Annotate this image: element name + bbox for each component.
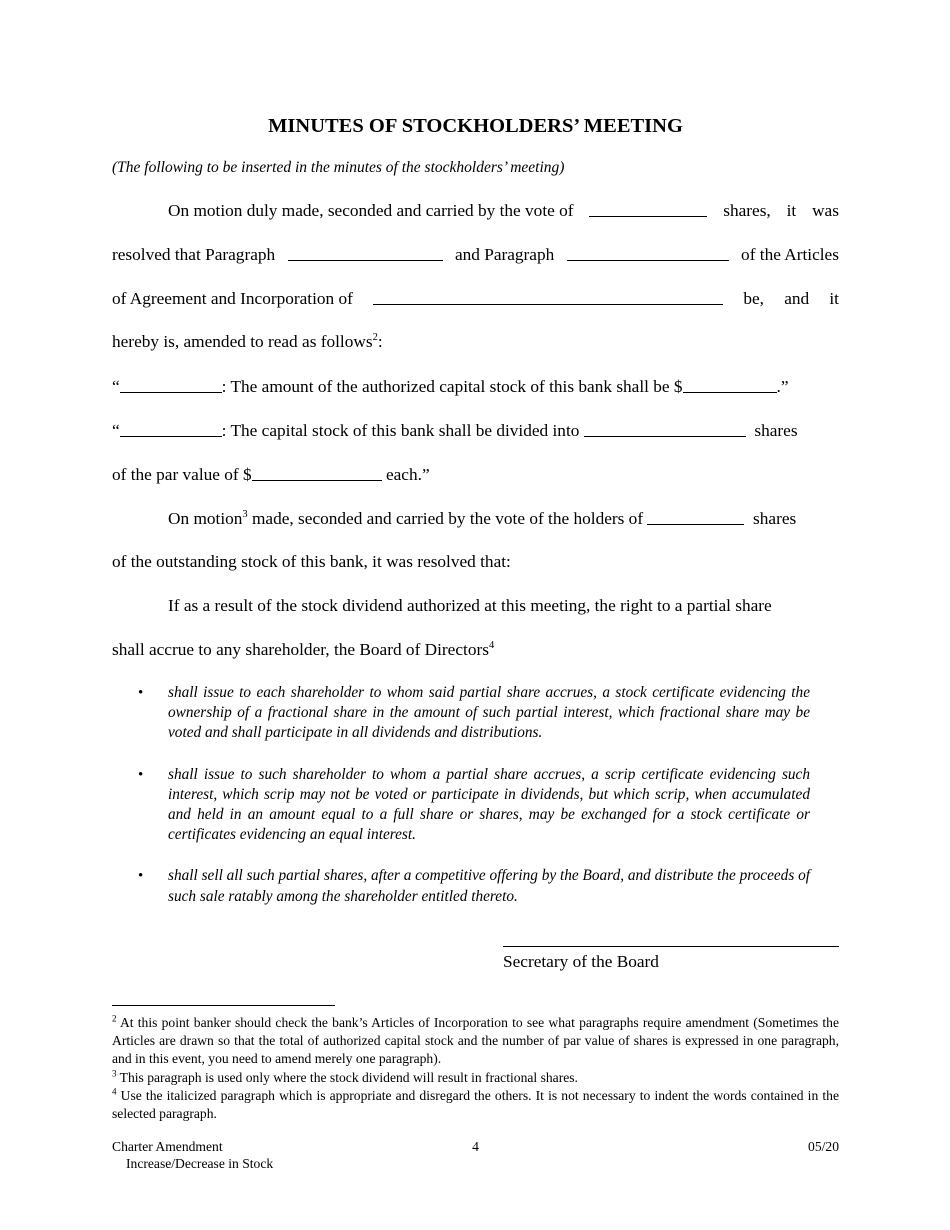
each-text: each.” (385, 465, 430, 484)
motion2-line2 (112, 550, 839, 574)
quote2-line1 (112, 418, 839, 442)
bullet-glyph: • (138, 685, 144, 701)
footnote-number: 4 (112, 1086, 117, 1097)
article-number-blank-2 (120, 419, 222, 437)
amended-text: hereby is, amended to read as follows (112, 332, 373, 351)
motion1-line1 (112, 198, 839, 222)
incorporation-label: of Agreement and Incorporation of (112, 289, 353, 308)
page-title: MINUTES OF STOCKHOLDERS’ MEETING (268, 115, 683, 137)
quote2-line2 (112, 462, 839, 486)
articles-label: of the Articles (741, 245, 839, 264)
option-text-2: shall issue to such shareholder to whom a partial share accrues, a scrip certificate evidencing such interest, which scrip may not be voted or participate in dividends, but which scrip, when accumulated and held in an amount equal to a full share or shares, may be exchanged for a stock certificate or certificates evidencing an equal interest. (168, 765, 810, 844)
dividend-line1 (112, 594, 839, 618)
colon: : (377, 332, 383, 351)
outstanding-stock-text: of the outstanding stock of this bank, it was resolved that: (112, 552, 511, 571)
option-item-scrip-certificate (138, 765, 810, 846)
footnote-text: Use the italicized paragraph which is appropriate and disregard the others. It is not necessary to indent the words contained in the selected paragraph. (112, 1087, 839, 1122)
signature-label: Secretary of the Board (503, 952, 659, 971)
bullet-glyph: • (138, 868, 144, 885)
dividend-line2 (112, 638, 839, 662)
footnote-ref-2: 2 (372, 332, 378, 344)
close-quote: .” (776, 377, 789, 396)
paragraph-blank-2 (567, 243, 729, 261)
page-number: 4 (472, 1139, 479, 1154)
footnote-ref-3: 3 (242, 509, 248, 521)
footnote-3 (112, 1069, 839, 1087)
option-item-stock-certificate (138, 683, 810, 744)
article-number-blank-1 (120, 375, 222, 393)
option-list (138, 683, 810, 928)
motion2-text: On motion (168, 509, 243, 528)
option-text-1: shall issue to each shareholder to whom said partial share accrues, a stock certificate evidencing the ownership of a fractional share in the amount of such partial interest, which fractional share may be voted and shall participate in all dividends and distributions. (168, 684, 810, 742)
motion1-be-word: be, (743, 289, 764, 308)
motion1-it-word: it (786, 201, 797, 220)
holders-shares-blank (647, 507, 744, 525)
number-of-shares-blank (584, 419, 746, 437)
paragraph-blank-1 (288, 243, 443, 261)
signature-line (503, 946, 839, 947)
capital-amount-blank (683, 375, 777, 393)
motion1-it-word-2: it (829, 289, 839, 308)
footer-doc-name: Charter Amendment (112, 1139, 223, 1154)
footnote-2 (112, 1014, 839, 1069)
par-value-text: of the par value of $ (112, 465, 252, 484)
motion1-text: On motion duly made, seconded and carried by the vote of (168, 201, 574, 220)
footer-date: 05/20 (808, 1139, 839, 1154)
open-quote-2: “ (112, 421, 120, 440)
instruction-note: (The following to be inserted in the minutes of the stockholders’ meeting) (112, 159, 565, 176)
paragraph-label-1: resolved that Paragraph (112, 245, 276, 264)
authorized-capital-text: : The amount of the authorized capital stock of this bank shall be $ (221, 377, 683, 396)
motion1-was-word: was (812, 201, 839, 220)
option-text-3: shall sell all such partial shares, after a competitive offering by the Board, and distribute the proceeds of such sale ratably among the shareholder entitled thereto. (168, 867, 810, 905)
footnote-ref-4: 4 (488, 640, 495, 652)
footnote-text: At this point banker should check the bank’s Articles of Incorporation to see what paragraphs require amendment (Sometimes the Articles are drawn so that the total of authorized capital stock and the number of par value of shares is expressed in one paragraph, and in this event, you need to amend merely one paragraph). (112, 1015, 839, 1067)
motion1-line2 (112, 242, 839, 266)
footnote-4 (112, 1087, 839, 1123)
divided-into-text: : The capital stock of this bank shall be divided into (221, 421, 580, 440)
shares-vote-blank (589, 199, 707, 217)
footnote-text: This paragraph is used only where the stock dividend will result in fractional shares. (116, 1069, 578, 1085)
quote2-shares-word: shares (754, 421, 798, 440)
quote1-line (112, 374, 839, 398)
motion2-line1 (112, 506, 839, 530)
footnotes (112, 1014, 839, 1123)
dividend-text: If as a result of the stock dividend authorized at this meeting, the right to a partial share (168, 596, 772, 615)
motion2-text-cont: made, seconded and carried by the vote of the holders of (247, 509, 644, 528)
footnote-divider (112, 1005, 335, 1006)
motion1-and-word: and (784, 289, 810, 308)
footer-doc-subtitle: Increase/Decrease in Stock (126, 1156, 274, 1171)
paragraph-label-2: and Paragraph (454, 245, 555, 264)
footnote-number: 2 (112, 1013, 117, 1024)
option-item-sell-shares (138, 866, 810, 906)
motion1-shares-word: shares, (723, 201, 771, 220)
bank-name-blank (373, 287, 723, 305)
footnote-number: 3 (112, 1068, 117, 1079)
motion1-line4 (112, 330, 839, 354)
motion2-shares-word: shares (753, 509, 797, 528)
board-text: shall accrue to any shareholder, the Board of Directors (112, 640, 489, 659)
motion1-line3 (112, 286, 839, 310)
bullet-glyph: • (138, 766, 144, 783)
open-quote: “ (112, 377, 120, 396)
par-value-blank (252, 463, 382, 481)
